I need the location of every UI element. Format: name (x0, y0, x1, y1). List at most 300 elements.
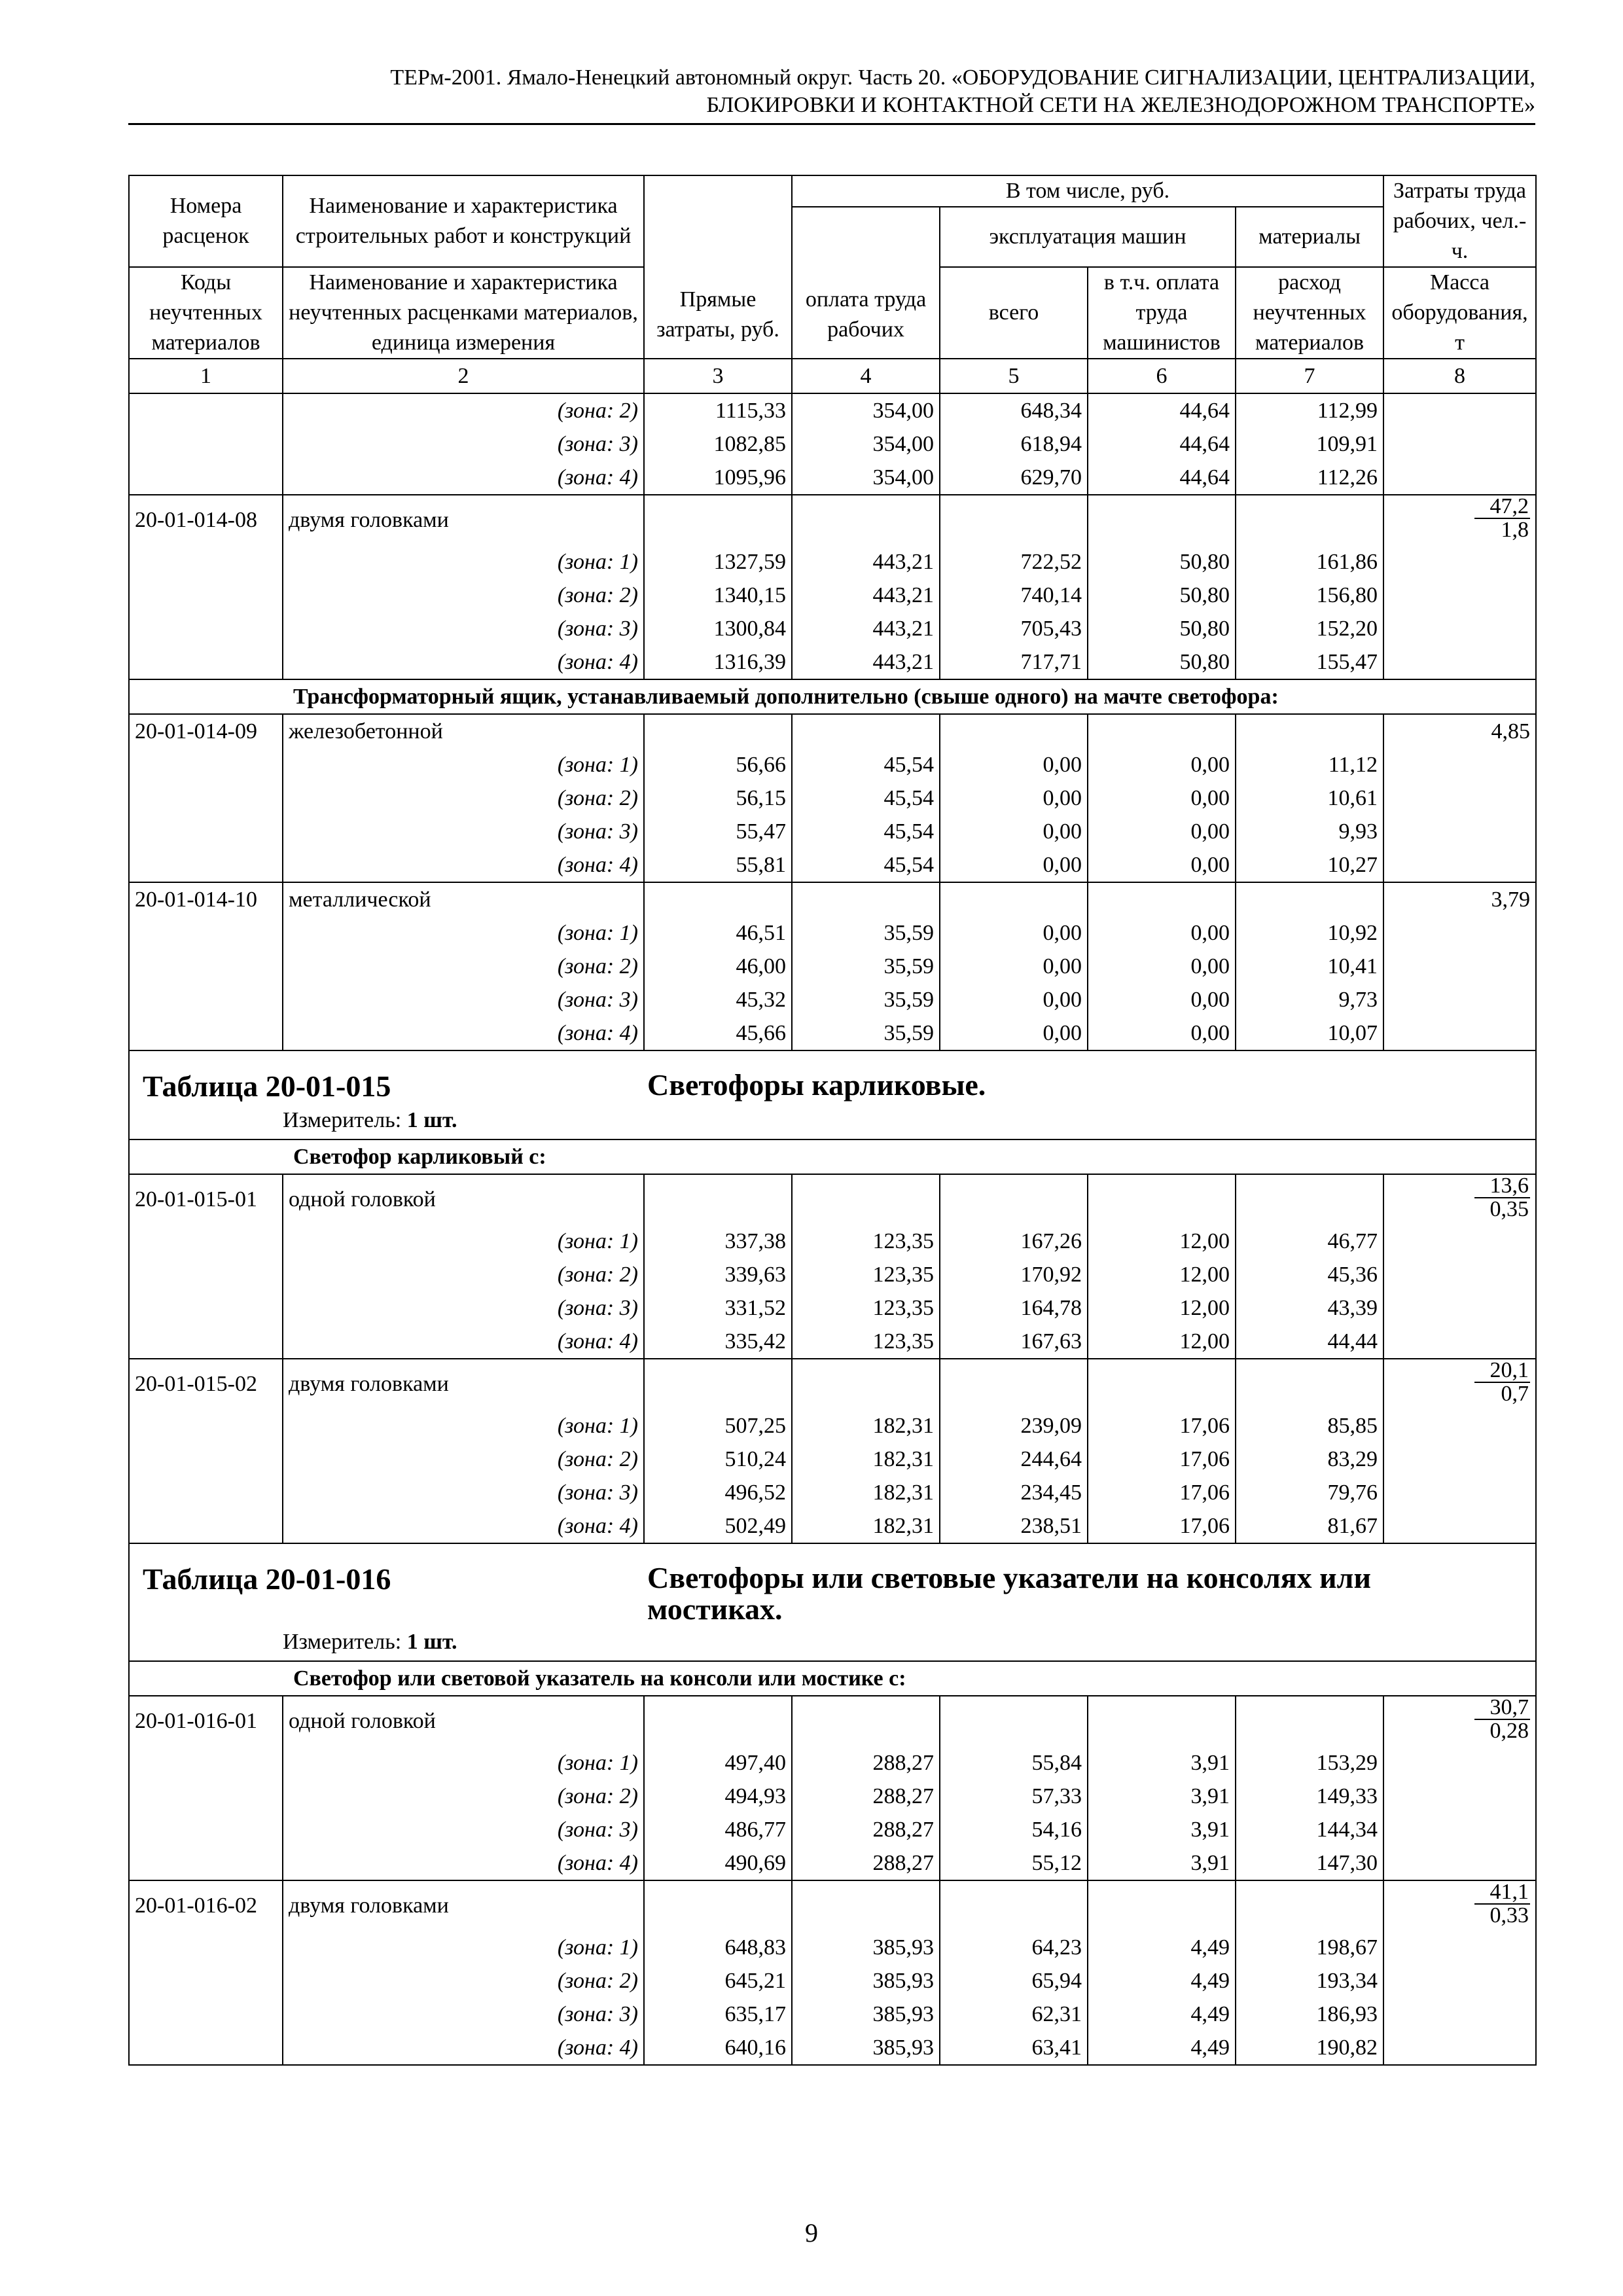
col1-header-top: Номера расценок (129, 175, 283, 267)
mass-value: 0,7 (1501, 1382, 1529, 1406)
materials-value: 198,67 (1236, 1931, 1383, 1964)
col-number: 4 (792, 359, 940, 393)
section-row (129, 679, 1536, 714)
zone-label: (зона: 3) (283, 1291, 644, 1325)
direct-cost-value: 1115,33 (644, 393, 792, 427)
item-name: одной головкой (283, 1174, 644, 1225)
empty-cell (792, 1174, 940, 1225)
labor-pay-value: 123,35 (792, 1291, 940, 1325)
empty-cell (1236, 495, 1383, 545)
labor-mass-cell (1383, 1225, 1536, 1258)
labor-mass-fraction (1474, 1175, 1531, 1221)
empty-cell (1088, 1359, 1236, 1409)
empty-cell (1088, 1174, 1236, 1225)
table-header-row-1 (129, 175, 1536, 207)
code-cell (129, 983, 283, 1016)
code-cell (129, 645, 283, 679)
direct-cost-value: 46,51 (644, 916, 792, 950)
empty-cell (1088, 495, 1236, 545)
empty-cell (1088, 1880, 1236, 1931)
zone-row (129, 815, 1536, 848)
labor-mass-cell (1383, 1846, 1536, 1880)
zone-row (129, 748, 1536, 781)
mass-value: 1,8 (1501, 518, 1529, 542)
direct-cost-value: 645,21 (644, 1964, 792, 1998)
machines-total-value: 0,00 (940, 748, 1088, 781)
zone-label: (зона: 3) (283, 1813, 644, 1846)
labor-pay-value: 288,27 (792, 1780, 940, 1813)
labor-value: 3,79 (1491, 887, 1530, 912)
labor-mass-cell (1383, 545, 1536, 579)
labor-mass-cell (1383, 815, 1536, 848)
col-number: 2 (283, 359, 644, 393)
col8-header-top: Затраты труда рабочих, чел.-ч. (1383, 175, 1536, 267)
direct-cost-value: 46,00 (644, 950, 792, 983)
labor-mass-fraction (1474, 495, 1531, 541)
machines-total-value: 0,00 (940, 848, 1088, 882)
zone-label: (зона: 3) (283, 1998, 644, 2031)
labor-mass-cell (1383, 848, 1536, 882)
zone-label: (зона: 2) (283, 1780, 644, 1813)
empty-cell (940, 882, 1088, 916)
labor-mass-cell (1383, 983, 1536, 1016)
zone-label: (зона: 3) (283, 815, 644, 848)
col7-header: расход неучтенных материалов (1236, 267, 1383, 359)
code-cell (129, 1509, 283, 1543)
labor-pay-value: 385,93 (792, 1964, 940, 1998)
direct-cost-value: 55,47 (644, 815, 792, 848)
zone-row (129, 1476, 1536, 1509)
operators-pay-value: 44,64 (1088, 461, 1236, 495)
zone-label: (зона: 2) (283, 781, 644, 815)
item-name: двумя головками (283, 1880, 644, 1931)
labor-mass-cell (1383, 882, 1536, 916)
operators-pay-value: 50,80 (1088, 612, 1236, 645)
labor-pay-value: 443,21 (792, 579, 940, 612)
machines-total-value: 648,34 (940, 393, 1088, 427)
zone-label: (зона: 4) (283, 1016, 644, 1050)
zone-label: (зона: 1) (283, 545, 644, 579)
machines-total-value: 722,52 (940, 545, 1088, 579)
code-cell (129, 1964, 283, 1998)
item-row (129, 495, 1536, 545)
materials-value: 186,93 (1236, 1998, 1383, 2031)
col-number: 8 (1383, 359, 1536, 393)
operators-pay-value: 44,64 (1088, 427, 1236, 461)
operators-pay-value: 44,64 (1088, 393, 1236, 427)
section-row (129, 1661, 1536, 1696)
code-cell (129, 2031, 283, 2065)
labor-pay-value: 288,27 (792, 1813, 940, 1846)
empty-cell (129, 1139, 283, 1174)
materials-value: 153,29 (1236, 1746, 1383, 1780)
materials-value: 161,86 (1236, 545, 1383, 579)
direct-cost-value: 497,40 (644, 1746, 792, 1780)
incl-header: В том числе, руб. (792, 175, 1383, 207)
col1-header-bottom: Коды неучтенных материалов (129, 267, 283, 359)
direct-cost-value: 331,52 (644, 1291, 792, 1325)
code-cell (129, 427, 283, 461)
table-number: Таблица 20-01-015 (143, 1069, 391, 1103)
empty-cell (1236, 1359, 1383, 1409)
labor-mass-cell (1383, 1780, 1536, 1813)
empty-cell (1088, 1696, 1236, 1746)
col-number: 5 (940, 359, 1088, 393)
labor-mass-fraction (1474, 1881, 1531, 1927)
measurer-label: Измеритель: (283, 1108, 402, 1132)
labor-mass-cell (1383, 1813, 1536, 1846)
zone-row (129, 1746, 1536, 1780)
labor-mass-cell (1383, 495, 1536, 545)
zone-row (129, 781, 1536, 815)
direct-cost-value: 1300,84 (644, 612, 792, 645)
machines-total-value: 65,94 (940, 1964, 1088, 1998)
measurer-value: 1 шт. (406, 1630, 457, 1654)
labor-mass-cell (1383, 1964, 1536, 1998)
col6-header: в т.ч. оплата труда машинистов (1088, 267, 1236, 359)
materials-value: 85,85 (1236, 1409, 1383, 1443)
labor-value: 30,7 (1474, 1696, 1531, 1720)
zone-row (129, 545, 1536, 579)
code-cell (129, 1998, 283, 2031)
direct-cost-value: 502,49 (644, 1509, 792, 1543)
zone-label: (зона: 2) (283, 1443, 644, 1476)
labor-mass-cell (1383, 1696, 1536, 1746)
column-numbers-row (129, 359, 1536, 393)
header-rule (128, 123, 1535, 125)
code-cell (129, 916, 283, 950)
zone-label: (зона: 3) (283, 983, 644, 1016)
operators-pay-value: 0,00 (1088, 950, 1236, 983)
operators-pay-value: 17,06 (1088, 1409, 1236, 1443)
zone-label: (зона: 3) (283, 612, 644, 645)
labor-mass-cell (1383, 1476, 1536, 1509)
operators-pay-value: 50,80 (1088, 645, 1236, 679)
empty-cell (792, 714, 940, 748)
operators-pay-value: 17,06 (1088, 1509, 1236, 1543)
zone-row (129, 1509, 1536, 1543)
code-cell (129, 1746, 283, 1780)
operators-pay-value: 3,91 (1088, 1846, 1236, 1880)
zone-label: (зона: 2) (283, 1258, 644, 1291)
materials-value: 155,47 (1236, 645, 1383, 679)
materials-value: 152,20 (1236, 612, 1383, 645)
zone-row (129, 1325, 1536, 1359)
labor-pay-value: 182,31 (792, 1443, 940, 1476)
materials-value: 147,30 (1236, 1846, 1383, 1880)
zone-label: (зона: 3) (283, 1476, 644, 1509)
labor-mass-cell (1383, 1359, 1536, 1409)
operators-pay-value: 17,06 (1088, 1476, 1236, 1509)
materials-value: 109,91 (1236, 427, 1383, 461)
zone-label: (зона: 2) (283, 579, 644, 612)
zone-row (129, 1964, 1536, 1998)
operators-pay-value: 4,49 (1088, 2031, 1236, 2065)
machines-header: эксплуатация машин (940, 207, 1236, 267)
zone-row (129, 1291, 1536, 1325)
zone-label: (зона: 1) (283, 748, 644, 781)
mass-value: 0,28 (1489, 1719, 1529, 1743)
col4-header: оплата труда рабочих (792, 207, 940, 359)
zone-label: (зона: 2) (283, 393, 644, 427)
materials-value: 10,07 (1236, 1016, 1383, 1050)
empty-cell (1236, 882, 1383, 916)
machines-total-value: 62,31 (940, 1998, 1088, 2031)
zone-label: (зона: 2) (283, 950, 644, 983)
measurer-label: Измеритель: (283, 1630, 402, 1654)
zone-label: (зона: 4) (283, 1846, 644, 1880)
materials-value: 11,12 (1236, 748, 1383, 781)
machines-total-value: 167,63 (940, 1325, 1088, 1359)
labor-pay-value: 35,59 (792, 950, 940, 983)
labor-pay-value: 182,31 (792, 1509, 940, 1543)
code-cell (129, 815, 283, 848)
labor-mass-cell (1383, 2031, 1536, 2065)
item-row (129, 882, 1536, 916)
header-line-2: БЛОКИРОВКИ И КОНТАКТНОЙ СЕТИ НА ЖЕЛЕЗНОДОРОЖНОМ ТРАНСПОРТЕ» (706, 93, 1535, 117)
table-title-wrap (143, 1562, 1535, 1625)
mass-value: 0,35 (1489, 1197, 1529, 1221)
col2-header-bottom: Наименование и характеристика неучтенных расценками материалов, единица измерения (283, 267, 644, 359)
materials-value: 45,36 (1236, 1258, 1383, 1291)
operators-pay-value: 17,06 (1088, 1443, 1236, 1476)
direct-cost-value: 1340,15 (644, 579, 792, 612)
operators-pay-value: 4,49 (1088, 1998, 1236, 2031)
zone-row (129, 1016, 1536, 1050)
operators-pay-value: 3,91 (1088, 1813, 1236, 1846)
rate-code: 20-01-015-02 (129, 1359, 283, 1409)
machines-total-value: 0,00 (940, 781, 1088, 815)
direct-cost-value: 496,52 (644, 1476, 792, 1509)
header-line-1: ТЕРм-2001. Ямало-Ненецкий автономный округ. Часть 20. «ОБОРУДОВАНИЕ СИГНАЛИЗАЦИИ, ЦЕНТРАЛИЗАЦИИ, (390, 65, 1535, 90)
labor-mass-cell (1383, 427, 1536, 461)
empty-cell (1236, 714, 1383, 748)
labor-pay-value: 443,21 (792, 545, 940, 579)
empty-cell (792, 882, 940, 916)
labor-value: 41,1 (1474, 1881, 1531, 1905)
zone-label: (зона: 1) (283, 916, 644, 950)
operators-pay-value: 0,00 (1088, 781, 1236, 815)
direct-cost-value: 648,83 (644, 1931, 792, 1964)
empty-cell (1236, 1696, 1383, 1746)
table-title-row (129, 1050, 1536, 1139)
labor-pay-value: 288,27 (792, 1846, 940, 1880)
operators-pay-value: 3,91 (1088, 1780, 1236, 1813)
code-cell (129, 1325, 283, 1359)
code-cell (129, 950, 283, 983)
empty-cell (644, 495, 792, 545)
zone-row (129, 1813, 1536, 1846)
machines-total-value: 0,00 (940, 983, 1088, 1016)
col3-header: Прямые затраты, руб. (644, 175, 792, 359)
labor-pay-value: 288,27 (792, 1746, 940, 1780)
labor-pay-value: 182,31 (792, 1476, 940, 1509)
labor-pay-value: 443,21 (792, 645, 940, 679)
zone-row (129, 612, 1536, 645)
empty-cell (940, 495, 1088, 545)
machines-total-value: 63,41 (940, 2031, 1088, 2065)
direct-cost-value: 1327,59 (644, 545, 792, 579)
code-cell (129, 612, 283, 645)
empty-cell (792, 1359, 940, 1409)
code-cell (129, 545, 283, 579)
zone-row (129, 1258, 1536, 1291)
item-name: двумя головками (283, 1359, 644, 1409)
labor-mass-cell (1383, 950, 1536, 983)
operators-pay-value: 12,00 (1088, 1291, 1236, 1325)
empty-cell (792, 1880, 940, 1931)
section-title: Трансформаторный ящик, устанавливаемый дополнительно (свыше одного) на мачте светофора: (283, 679, 1536, 714)
empty-cell (644, 1696, 792, 1746)
direct-cost-value: 56,66 (644, 748, 792, 781)
mass-value: 0,33 (1489, 1903, 1529, 1928)
operators-pay-value: 0,00 (1088, 1016, 1236, 1050)
direct-cost-value: 1095,96 (644, 461, 792, 495)
zone-label: (зона: 4) (283, 2031, 644, 2065)
zone-row (129, 1443, 1536, 1476)
direct-cost-value: 486,77 (644, 1813, 792, 1846)
code-cell (129, 461, 283, 495)
item-row (129, 1880, 1536, 1931)
empty-cell (792, 495, 940, 545)
zone-label: (зона: 1) (283, 1225, 644, 1258)
materials-value: 10,27 (1236, 848, 1383, 882)
machines-total-value: 0,00 (940, 1016, 1088, 1050)
machines-total-value: 705,43 (940, 612, 1088, 645)
machines-total-value: 55,84 (940, 1746, 1088, 1780)
materials-value: 44,44 (1236, 1325, 1383, 1359)
machines-total-value: 0,00 (940, 950, 1088, 983)
operators-pay-value: 3,91 (1088, 1746, 1236, 1780)
zone-label: (зона: 4) (283, 1325, 644, 1359)
materials-value: 144,34 (1236, 1813, 1383, 1846)
labor-mass-cell (1383, 781, 1536, 815)
labor-pay-value: 45,54 (792, 781, 940, 815)
item-name: двумя головками (283, 495, 644, 545)
direct-cost-value: 490,69 (644, 1846, 792, 1880)
labor-mass-cell (1383, 1509, 1536, 1543)
labor-pay-value: 182,31 (792, 1409, 940, 1443)
code-cell (129, 1846, 283, 1880)
zone-row (129, 983, 1536, 1016)
machines-total-value: 0,00 (940, 815, 1088, 848)
direct-cost-value: 510,24 (644, 1443, 792, 1476)
table-number: Таблица 20-01-016 (143, 1562, 391, 1596)
labor-mass-cell (1383, 1880, 1536, 1931)
empty-cell (644, 714, 792, 748)
materials-value: 193,34 (1236, 1964, 1383, 1998)
labor-mass-cell (1383, 916, 1536, 950)
materials-value: 9,93 (1236, 815, 1383, 848)
empty-cell (644, 882, 792, 916)
operators-pay-value: 12,00 (1088, 1258, 1236, 1291)
labor-mass-cell (1383, 461, 1536, 495)
col8-header-bottom: Масса оборудования, т (1383, 267, 1536, 359)
document-header (128, 64, 1535, 119)
col-number: 3 (644, 359, 792, 393)
rate-code: 20-01-014-08 (129, 495, 283, 545)
operators-pay-value: 0,00 (1088, 983, 1236, 1016)
machines-total-value: 629,70 (940, 461, 1088, 495)
zone-row (129, 848, 1536, 882)
labor-pay-value: 35,59 (792, 916, 940, 950)
operators-pay-value: 0,00 (1088, 916, 1236, 950)
machines-total-value: 0,00 (940, 916, 1088, 950)
labor-mass-cell (1383, 1258, 1536, 1291)
empty-cell (644, 1880, 792, 1931)
direct-cost-value: 640,16 (644, 2031, 792, 2065)
empty-cell (1088, 714, 1236, 748)
table-title-row (129, 1543, 1536, 1661)
labor-mass-cell (1383, 1016, 1536, 1050)
labor-mass-cell (1383, 1409, 1536, 1443)
labor-mass-cell (1383, 393, 1536, 427)
materials-value: 190,82 (1236, 2031, 1383, 2065)
machines-total-value: 167,26 (940, 1225, 1088, 1258)
direct-cost-value: 45,32 (644, 983, 792, 1016)
empty-cell (940, 1880, 1088, 1931)
materials-value: 112,99 (1236, 393, 1383, 427)
empty-cell (792, 1696, 940, 1746)
code-cell (129, 1016, 283, 1050)
labor-pay-value: 123,35 (792, 1225, 940, 1258)
rates-table-body (129, 175, 1536, 2065)
rates-table (128, 175, 1537, 2066)
zone-label: (зона: 1) (283, 1931, 644, 1964)
materials-value: 149,33 (1236, 1780, 1383, 1813)
item-row (129, 1696, 1536, 1746)
table-title-cell (129, 1543, 1536, 1661)
measurer-value: 1 шт. (406, 1108, 457, 1132)
labor-mass-cell (1383, 1325, 1536, 1359)
materials-value: 83,29 (1236, 1443, 1383, 1476)
rate-code: 20-01-016-01 (129, 1696, 283, 1746)
direct-cost-value: 339,63 (644, 1258, 792, 1291)
materials-value: 43,39 (1236, 1291, 1383, 1325)
zone-label: (зона: 4) (283, 645, 644, 679)
labor-pay-value: 123,35 (792, 1325, 940, 1359)
zone-label: (зона: 4) (283, 848, 644, 882)
labor-mass-cell (1383, 1174, 1536, 1225)
materials-value: 10,61 (1236, 781, 1383, 815)
labor-value: 4,85 (1491, 719, 1530, 744)
code-cell (129, 1780, 283, 1813)
zone-row (129, 645, 1536, 679)
direct-cost-value: 337,38 (644, 1225, 792, 1258)
col-number: 1 (129, 359, 283, 393)
empty-cell (940, 1696, 1088, 1746)
section-row (129, 1139, 1536, 1174)
zone-label: (зона: 1) (283, 1409, 644, 1443)
empty-cell (1088, 882, 1236, 916)
table-title: Светофоры карликовые. (647, 1068, 986, 1102)
zone-row (129, 1780, 1536, 1813)
section-title: Светофор карликовый с: (283, 1139, 1536, 1174)
operators-pay-value: 0,00 (1088, 748, 1236, 781)
zone-row (129, 1931, 1536, 1964)
materials-value: 46,77 (1236, 1225, 1383, 1258)
labor-mass-cell (1383, 612, 1536, 645)
machines-total-value: 238,51 (940, 1509, 1088, 1543)
empty-cell (644, 1359, 792, 1409)
operators-pay-value: 12,00 (1088, 1325, 1236, 1359)
labor-mass-cell (1383, 1443, 1536, 1476)
item-row (129, 1359, 1536, 1409)
zone-row (129, 2031, 1536, 2065)
direct-cost-value: 1316,39 (644, 645, 792, 679)
zone-row (129, 461, 1536, 495)
section-title: Светофор или световой указатель на консоли или мостике с: (283, 1661, 1536, 1696)
